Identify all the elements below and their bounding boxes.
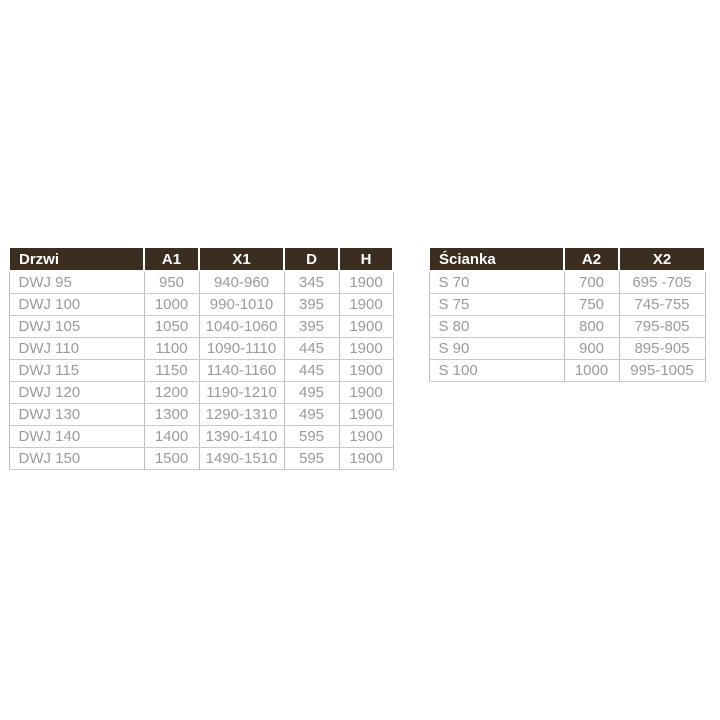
model-cell: S 75 — [429, 294, 564, 316]
table-row — [429, 338, 705, 360]
walls-table-header — [429, 247, 705, 271]
value-cell: 745-755 — [619, 294, 705, 316]
value-cell: 795-805 — [619, 316, 705, 338]
column-header-1: A2 — [564, 247, 619, 271]
header-row — [9, 247, 393, 271]
value-cell: 1900 — [339, 360, 393, 382]
model-cell: S 100 — [429, 360, 564, 382]
value-cell: 1040-1060 — [199, 316, 284, 338]
value-cell: 1900 — [339, 271, 393, 294]
value-cell: 1900 — [339, 316, 393, 338]
value-cell: 1900 — [339, 448, 393, 470]
table-row — [429, 360, 705, 382]
doors-table-body — [9, 271, 393, 470]
side-wall-dimensions-table — [428, 246, 706, 382]
model-cell: S 90 — [429, 338, 564, 360]
model-cell: DWJ 130 — [9, 404, 144, 426]
column-header-1: A1 — [144, 247, 199, 271]
value-cell: 395 — [284, 316, 339, 338]
value-cell: 1490-1510 — [199, 448, 284, 470]
table-row — [9, 404, 393, 426]
value-cell: 1200 — [144, 382, 199, 404]
table-row — [429, 316, 705, 338]
table-row — [9, 426, 393, 448]
value-cell: 1900 — [339, 382, 393, 404]
model-cell: DWJ 115 — [9, 360, 144, 382]
table-row — [9, 360, 393, 382]
table-row — [429, 294, 705, 316]
value-cell: 1100 — [144, 338, 199, 360]
model-cell: DWJ 150 — [9, 448, 144, 470]
table-row — [9, 338, 393, 360]
value-cell: 700 — [564, 271, 619, 294]
value-cell: 1000 — [564, 360, 619, 382]
value-cell: 1150 — [144, 360, 199, 382]
value-cell: 800 — [564, 316, 619, 338]
value-cell: 1900 — [339, 294, 393, 316]
value-cell: 1050 — [144, 316, 199, 338]
column-header-0: Ścianka — [429, 247, 564, 271]
table-row — [429, 271, 705, 294]
model-cell: DWJ 95 — [9, 271, 144, 294]
value-cell: 1900 — [339, 338, 393, 360]
value-cell: 595 — [284, 426, 339, 448]
value-cell: 595 — [284, 448, 339, 470]
value-cell: 1500 — [144, 448, 199, 470]
table-row — [9, 382, 393, 404]
value-cell: 995-1005 — [619, 360, 705, 382]
value-cell: 345 — [284, 271, 339, 294]
model-cell: DWJ 110 — [9, 338, 144, 360]
model-cell: DWJ 105 — [9, 316, 144, 338]
value-cell: 1390-1410 — [199, 426, 284, 448]
model-cell: S 70 — [429, 271, 564, 294]
doors-dimensions-table — [8, 246, 394, 470]
value-cell: 495 — [284, 404, 339, 426]
value-cell: 990-1010 — [199, 294, 284, 316]
model-cell: S 80 — [429, 316, 564, 338]
value-cell: 1900 — [339, 404, 393, 426]
column-header-3: D — [284, 247, 339, 271]
value-cell: 1000 — [144, 294, 199, 316]
value-cell: 445 — [284, 338, 339, 360]
value-cell: 900 — [564, 338, 619, 360]
walls-table-body — [429, 271, 705, 382]
value-cell: 1900 — [339, 426, 393, 448]
value-cell: 750 — [564, 294, 619, 316]
table-row — [9, 316, 393, 338]
header-row — [429, 247, 705, 271]
column-header-2: X2 — [619, 247, 705, 271]
value-cell: 445 — [284, 360, 339, 382]
column-header-0: Drzwi — [9, 247, 144, 271]
model-cell: DWJ 100 — [9, 294, 144, 316]
table-row — [9, 271, 393, 294]
model-cell: DWJ 140 — [9, 426, 144, 448]
doors-table-header — [9, 247, 393, 271]
value-cell: 895-905 — [619, 338, 705, 360]
value-cell: 695 -705 — [619, 271, 705, 294]
model-cell: DWJ 120 — [9, 382, 144, 404]
column-header-2: X1 — [199, 247, 284, 271]
table-row — [9, 448, 393, 470]
value-cell: 1190-1210 — [199, 382, 284, 404]
value-cell: 950 — [144, 271, 199, 294]
value-cell: 1140-1160 — [199, 360, 284, 382]
value-cell: 940-960 — [199, 271, 284, 294]
value-cell: 1400 — [144, 426, 199, 448]
value-cell: 1090-1110 — [199, 338, 284, 360]
column-header-4: H — [339, 247, 393, 271]
value-cell: 1300 — [144, 404, 199, 426]
value-cell: 1290-1310 — [199, 404, 284, 426]
value-cell: 495 — [284, 382, 339, 404]
table-row — [9, 294, 393, 316]
value-cell: 395 — [284, 294, 339, 316]
